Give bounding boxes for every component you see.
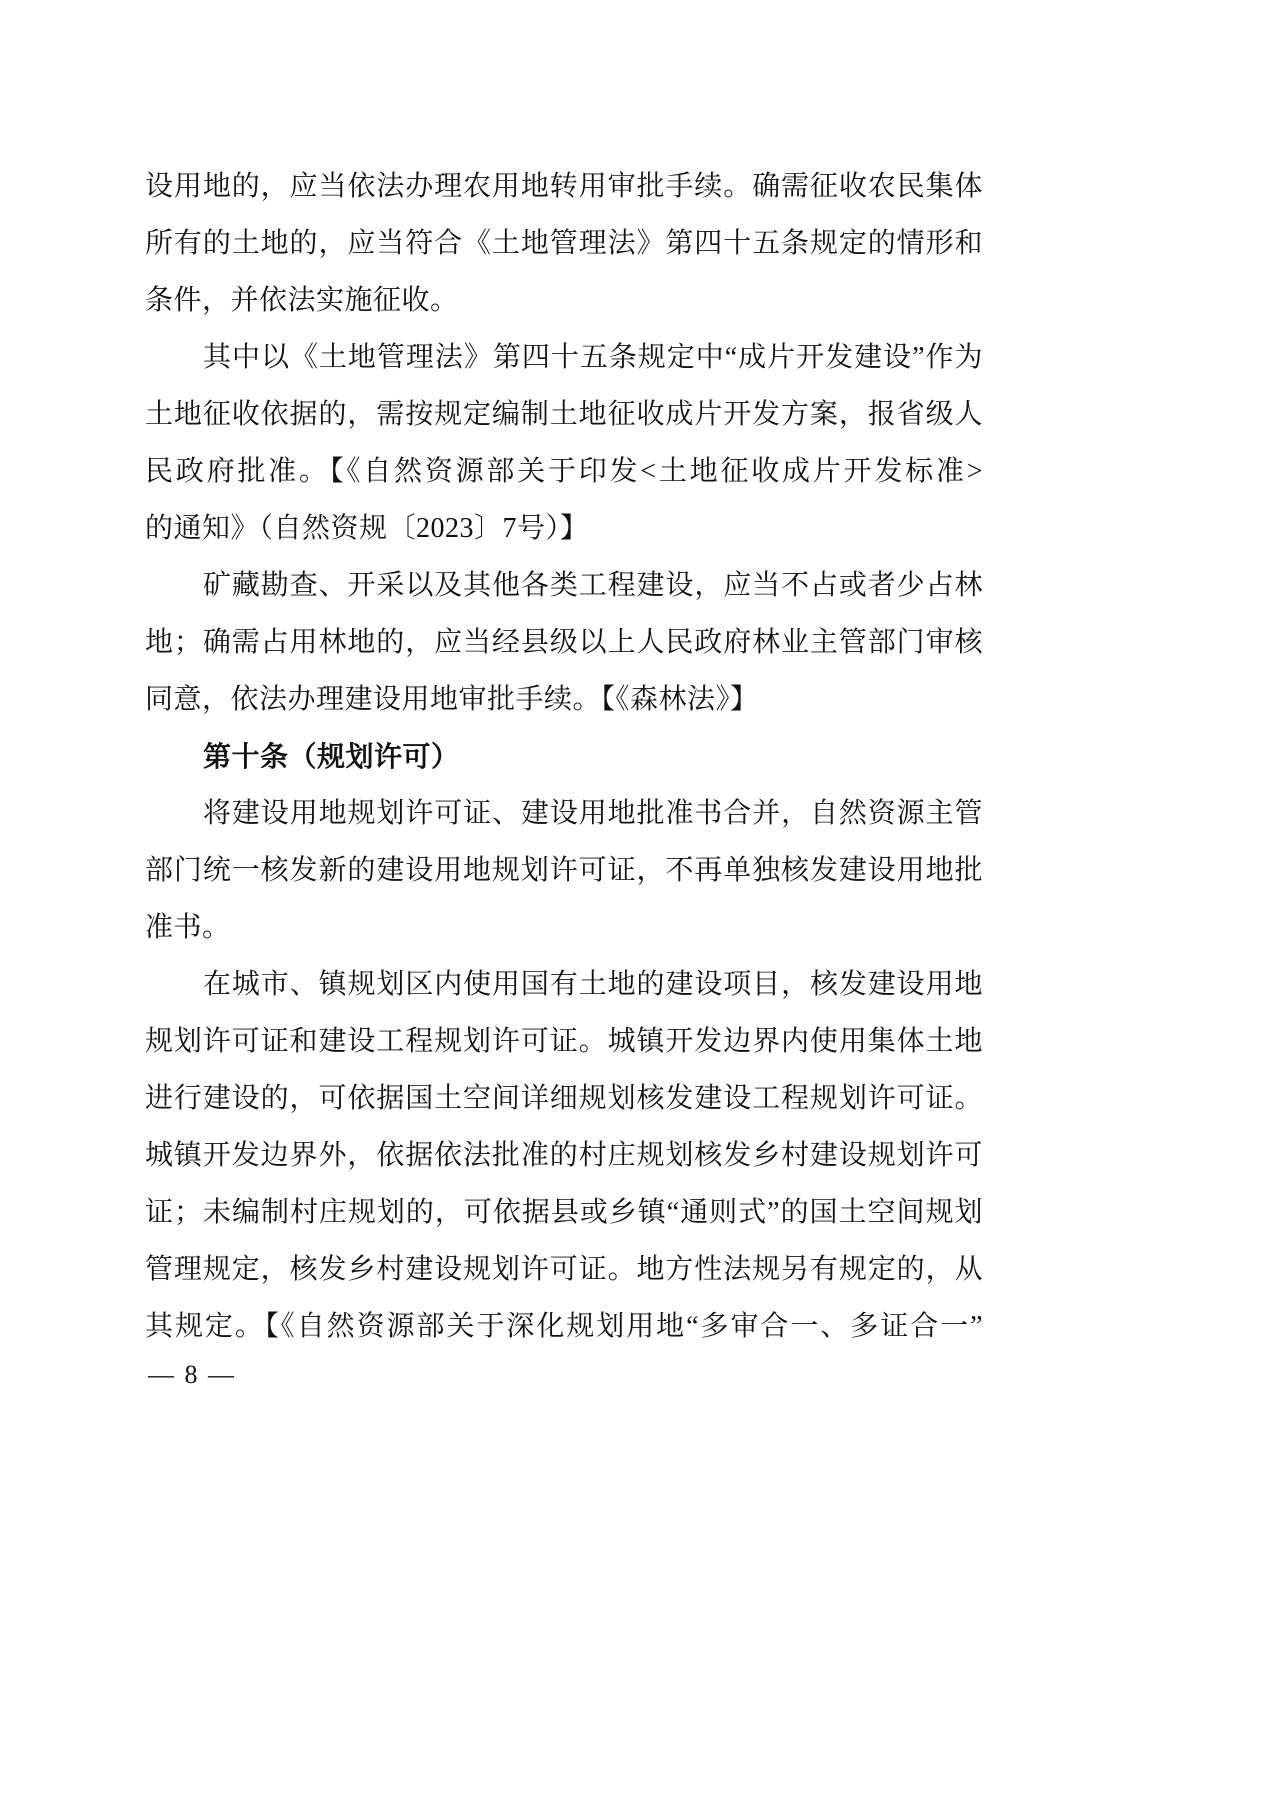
text-line: 准书。 [145,912,231,943]
text-line: 规划许可证和建设工程规划许可证。城镇开发边界内使用集体土地 [145,1026,983,1057]
section-heading: 第十条（规划许可） [203,741,460,772]
text-line: 的通知》（自然资规〔2023〕7号）】 [145,513,589,544]
text-line: 土地征收依据的，需按规定编制土地征收成片开发方案，报省级人 [145,399,983,430]
text-line: 民政府批准。【《自然资源部关于印发<土地征收成片开发标准> [145,456,983,487]
text-line: 矿藏勘查、开采以及其他各类工程建设，应当不占或者少占林 [203,570,983,601]
text-line: 其规定。【《自然资源部关于深化规划用地“多审合一、多证合一” [145,1311,983,1342]
text-line: 条件，并依法实施征收。 [145,285,459,316]
page-number: — 8 — [148,1360,236,1389]
text-line: 地；确需占用林地的，应当经县级以上人民政府林业主管部门审核 [145,627,983,658]
text-line: 城镇开发边界外，依据依法批准的村庄规划核发乡村建设规划许可 [145,1140,983,1171]
text-line: 证；未编制村庄规划的，可依据县或乡镇“通则式”的国土空间规划 [145,1197,983,1228]
text-line: 部门统一核发新的建设用地规划许可证，不再单独核发建设用地批 [145,855,983,886]
text-block [145,158,983,1355]
text-line: 其中以《土地管理法》第四十五条规定中“成片开发建设”作为 [203,342,983,373]
text-line: 同意，依法办理建设用地审批手续。【《森林法》】 [145,684,759,715]
text-line: 在城市、镇规划区内使用国有土地的建设项目，核发建设用地 [203,969,983,1000]
text-line: 所有的土地的，应当符合《土地管理法》第四十五条规定的情形和 [145,228,983,259]
text-line: 设用地的，应当依法办理农用地转用审批手续。确需征收农民集体 [145,171,983,202]
text-line: 进行建设的，可依据国土空间详细规划核发建设工程规划许可证。 [145,1083,983,1114]
text-line: 管理规定，核发乡村建设规划许可证。地方性法规另有规定的，从 [145,1254,983,1285]
text-line: 将建设用地规划许可证、建设用地批准书合并，自然资源主管 [203,798,983,829]
